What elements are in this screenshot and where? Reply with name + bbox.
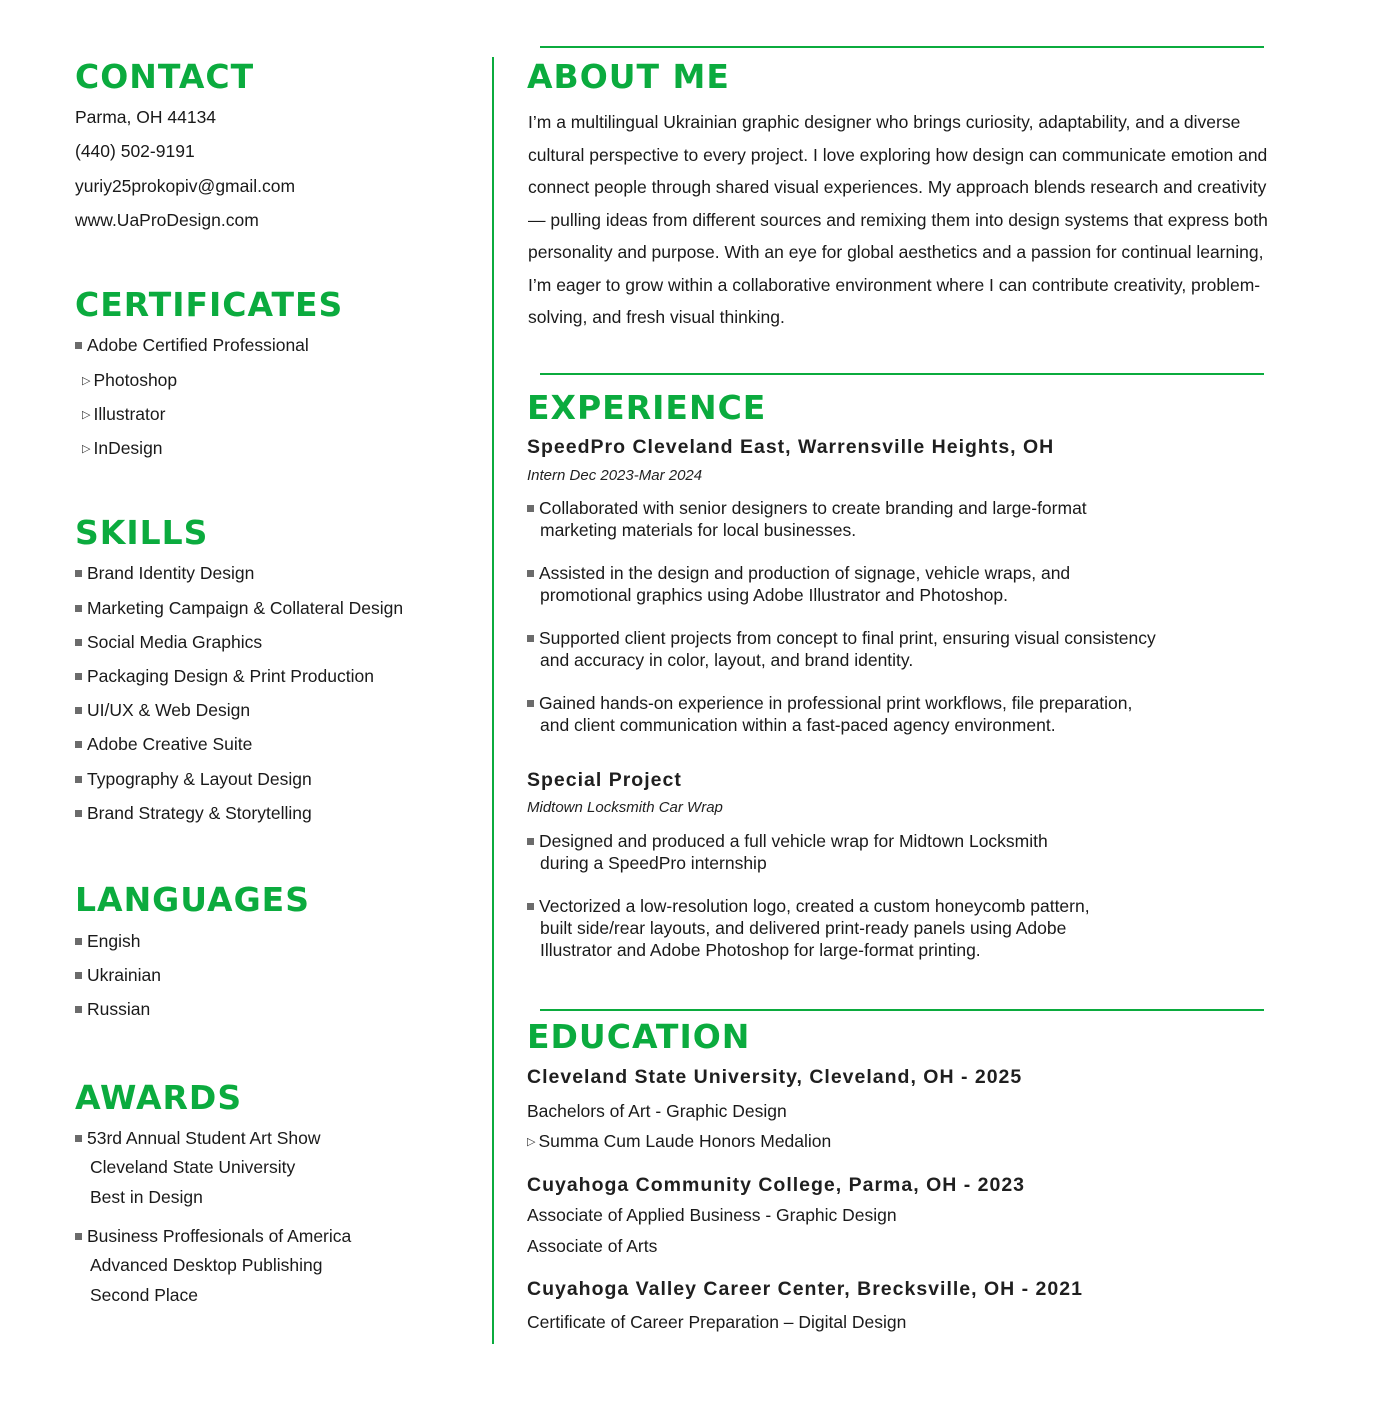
square-bullet-icon [75,673,82,680]
skill-item [75,769,312,790]
certificate-item [82,404,165,425]
experience-bullet [527,562,1070,606]
square-bullet-icon [75,741,82,748]
project-bullet-line: Illustrator and Adobe Photoshop for large-format printing. [540,940,981,960]
school-honor [527,1131,831,1152]
skills-heading: SKILLS [75,513,209,552]
skill-label: Packaging Design & Print Production [87,666,374,686]
skill-item [75,563,254,584]
school-honor-label: Summa Cum Laude Honors Medalion [538,1131,832,1151]
job-subtitle: Intern Dec 2023-Mar 2024 [527,467,703,484]
square-bullet-icon [75,938,82,945]
experience-bullet [527,627,1156,671]
skill-label: Adobe Creative Suite [87,734,253,754]
skill-label: Brand Identity Design [87,563,255,583]
experience-bullet-line: Gained hands-on experience in professional print workflows, file preparation, [539,693,1133,713]
project-bullet-line: built side/rear layouts, and delivered print-ready panels using Adobe [540,918,1067,938]
school-degree: Certificate of Career Preparation – Digital Design [527,1312,907,1332]
experience-top-rule [540,373,1264,375]
square-bullet-icon [75,605,82,612]
contact-website[interactable]: www.UaProDesign.com [75,210,259,230]
square-bullet-icon [75,776,82,783]
job-title: SpeedPro Cleveland East, Warrensville Heights, OH [527,436,1055,458]
project-bullet-line: Vectorized a low-resolution logo, created a custom honeycomb pattern, [539,896,1090,916]
project-bullet-line: during a SpeedPro internship [540,853,767,873]
school-degree: Associate of Arts [527,1236,658,1256]
award-title-label: Business Proffesionals of America [87,1226,352,1246]
certificate-item-label: InDesign [93,438,163,458]
square-bullet-icon [75,972,82,979]
skill-item [75,734,252,755]
award-detail: Best in Design [90,1187,203,1207]
experience-bullet-line: Collaborated with senior designers to create branding and large-format [539,498,1087,518]
language-label: Engish [87,931,141,951]
triangle-bullet-icon: ▷ [82,409,91,421]
education-heading: EDUCATION [527,1017,751,1056]
square-bullet-icon [527,838,534,845]
square-bullet-icon [527,570,534,577]
certificate-item [82,370,177,391]
certificate-item-label: Photoshop [93,370,178,390]
experience-bullet-line: Assisted in the design and production of signage, vehicle wraps, and [539,563,1071,583]
school-name: Cuyahoga Community College, Parma, OH - 2023 [527,1174,1026,1196]
education-top-rule [540,1009,1264,1011]
certificate-item [82,438,163,459]
about-text: I’m a multilingual Ukrainian graphic designer who brings curiosity, adaptability, and a diverse cultural perspective to every project. I love exploring how design can communicate emotion and connect people through shared visual experiences. My approach blends research and creativity — pulling ideas from different sources and remixing them into design systems that express both personality and purpose. With an eye for global aesthetics and a passion for continual learning, I’m eager to grow within a collaborative environment where I can contribute creativity, problem-solving, and fresh visual thinking. [528,112,1268,327]
square-bullet-icon [75,342,82,349]
square-bullet-icon [527,505,534,512]
square-bullet-icon [527,700,534,707]
about-heading: ABOUT ME [527,57,730,96]
contact-phone[interactable]: (440) 502-9191 [75,141,195,161]
about-top-rule [540,46,1264,48]
project-bullet [527,895,1090,961]
skill-label: UI/UX & Web Design [87,700,251,720]
skill-label: Brand Strategy & Storytelling [87,803,312,823]
experience-bullet-line: and accuracy in color, layout, and brand identity. [540,650,914,670]
skill-label: Typography & Layout Design [87,769,312,789]
skill-item [75,803,312,824]
certificate-main-label: Adobe Certified Professional [87,335,309,355]
square-bullet-icon [75,639,82,646]
skill-item [75,598,403,619]
square-bullet-icon [527,903,534,910]
square-bullet-icon [75,1006,82,1013]
experience-bullet-line: and client communication within a fast-paced agency environment. [540,715,1056,735]
skill-item [75,700,250,721]
school-name: Cleveland State University, Cleveland, OH - 2025 [527,1066,1023,1088]
square-bullet-icon [75,810,82,817]
contact-email[interactable]: yuriy25prokopiv@gmail.com [75,176,296,196]
contact-address: Parma, OH 44134 [75,107,217,127]
triangle-bullet-icon: ▷ [82,375,91,387]
project-bullet-line: Designed and produced a full vehicle wrap for Midtown Locksmith [539,831,1048,851]
language-item [75,931,141,952]
language-label: Russian [87,999,151,1019]
experience-bullet [527,692,1132,736]
school-degree: Associate of Applied Business - Graphic Design [527,1205,897,1225]
awards-heading: AWARDS [75,1078,243,1117]
skill-item [75,666,374,687]
language-item [75,965,161,986]
square-bullet-icon [75,1135,82,1142]
square-bullet-icon [75,707,82,714]
award-detail: Cleveland State University [90,1157,296,1177]
square-bullet-icon [75,570,82,577]
language-item [75,999,150,1020]
school-degree: Bachelors of Art - Graphic Design [527,1101,787,1121]
project-subtitle: Midtown Locksmith Car Wrap [527,799,723,816]
experience-bullet [527,497,1087,541]
certificate-main [75,335,309,356]
experience-bullet-line: promotional graphics using Adobe Illustrator and Photoshop. [540,585,1008,605]
experience-bullet-line: marketing materials for local businesses. [540,520,857,540]
certificate-item-label: Illustrator [93,404,166,424]
triangle-bullet-icon: ▷ [82,443,91,455]
certificates-heading: CERTIFICATES [75,285,344,324]
award-title [75,1226,351,1247]
skill-label: Marketing Campaign & Collateral Design [87,598,404,618]
triangle-bullet-icon: ▷ [527,1136,536,1148]
square-bullet-icon [75,1233,82,1240]
project-bullet [527,830,1048,874]
column-divider [492,57,494,1344]
experience-bullet-line: Supported client projects from concept to final print, ensuring visual consistency [539,628,1156,648]
award-title-label: 53rd Annual Student Art Show [87,1128,321,1148]
award-detail: Second Place [90,1285,198,1305]
award-detail: Advanced Desktop Publishing [90,1255,323,1275]
square-bullet-icon [527,635,534,642]
school-name: Cuyahoga Valley Career Center, Brecksville, OH - 2021 [527,1278,1083,1300]
language-label: Ukrainian [87,965,161,985]
award-title [75,1128,321,1149]
skill-label: Social Media Graphics [87,632,263,652]
contact-heading: CONTACT [75,57,255,96]
experience-heading: EXPERIENCE [527,388,767,427]
skill-item [75,632,262,653]
languages-heading: LANGUAGES [75,880,310,919]
project-title: Special Project [527,769,682,791]
